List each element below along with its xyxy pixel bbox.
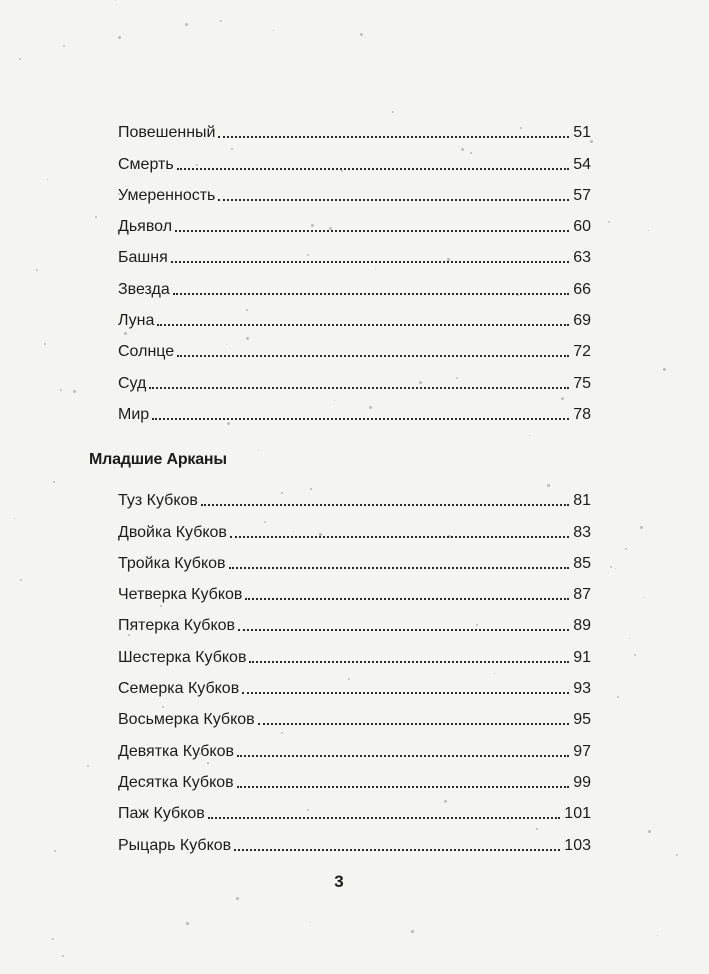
toc-entry-title: Звезда: [118, 280, 170, 298]
toc-entry-title: Двойка Кубков: [118, 523, 227, 541]
toc-entry-page: 89: [573, 617, 591, 635]
toc-entry[interactable]: [118, 760, 591, 791]
toc-entry[interactable]: [118, 392, 591, 423]
dot-leader: [177, 355, 569, 357]
toc-entry-page: 85: [573, 554, 591, 572]
paper-speck: [676, 854, 678, 856]
paper-speck: [629, 638, 630, 639]
toc-entry-page: 75: [573, 374, 591, 392]
toc-major-arcana-list: [118, 110, 591, 423]
toc-entry-page: 57: [573, 186, 591, 204]
dot-leader: [177, 168, 570, 170]
toc-entry-title: Восьмерка Кубков: [118, 711, 255, 729]
dot-leader: [208, 817, 561, 819]
paper-speck: [310, 922, 311, 923]
toc-entry[interactable]: [118, 697, 591, 728]
paper-speck: [185, 23, 188, 26]
toc-entry-page: 54: [573, 155, 591, 173]
toc-entry-title: Туз Кубков: [118, 492, 198, 510]
toc-entry-title: Суд: [118, 374, 147, 392]
toc-entry[interactable]: [118, 822, 591, 853]
toc-entry-title: Солнце: [118, 343, 175, 361]
paper-speck: [258, 450, 259, 451]
dot-leader: [152, 418, 569, 420]
paper-speck: [640, 526, 643, 529]
toc-entry-page: 95: [573, 711, 591, 729]
paper-speck: [608, 221, 610, 223]
toc-entry[interactable]: [118, 204, 591, 235]
paper-speck: [53, 481, 55, 483]
paper-speck: [52, 938, 54, 940]
paper-speck: [95, 216, 97, 218]
paper-speck: [610, 566, 612, 568]
paper-speck: [220, 20, 222, 22]
paper-speck: [644, 597, 645, 598]
toc-entry-title: Дьявол: [118, 218, 173, 236]
dot-leader: [234, 849, 560, 851]
paper-speck: [87, 765, 89, 767]
toc-entry-title: Тройка Кубков: [118, 554, 226, 572]
dot-leader: [245, 598, 569, 600]
toc-entry[interactable]: [118, 634, 591, 665]
dot-leader: [171, 261, 569, 263]
toc-entry-page: 81: [573, 492, 591, 510]
toc-entry[interactable]: [118, 110, 591, 141]
paper-speck: [62, 955, 64, 957]
toc-entry[interactable]: [118, 666, 591, 697]
toc-entry[interactable]: [118, 509, 591, 540]
toc-entry-title: Паж Кубков: [118, 805, 205, 823]
toc-entry[interactable]: [118, 329, 591, 360]
dot-leader: [237, 755, 569, 757]
toc-entry-title: Повешенный: [118, 124, 216, 142]
toc-entry-page: 72: [573, 343, 591, 361]
dot-leader: [237, 786, 570, 788]
toc-entry[interactable]: [118, 541, 591, 572]
paper-speck: [44, 343, 46, 345]
toc-entry-title: Смерть: [118, 155, 174, 173]
paper-speck: [617, 696, 619, 698]
toc-entry-page: 60: [573, 218, 591, 236]
toc-entry-page: 91: [573, 648, 591, 666]
toc-entry-page: 93: [573, 680, 591, 698]
paper-speck: [186, 922, 189, 925]
dot-leader: [218, 199, 569, 201]
paper-speck: [615, 568, 616, 569]
toc-entry-page: 101: [564, 805, 591, 823]
toc-entry[interactable]: [118, 728, 591, 759]
paper-speck: [634, 654, 636, 656]
toc-entry-page: 83: [573, 523, 591, 541]
toc-entry-title: Десятка Кубков: [118, 773, 234, 791]
toc-entry-title: Девятка Кубков: [118, 742, 234, 760]
section-heading: Младшие Арканы: [89, 451, 227, 468]
toc-entry[interactable]: [118, 478, 591, 509]
page-number: 3: [334, 872, 344, 891]
dot-leader: [242, 692, 569, 694]
dot-leader: [201, 504, 569, 506]
toc-entry[interactable]: [118, 235, 591, 266]
dot-leader: [258, 723, 570, 725]
toc-entry-page: 66: [573, 280, 591, 298]
toc-entry-page: 103: [564, 836, 591, 854]
paper-speck: [273, 30, 274, 31]
toc-entry-title: Башня: [118, 249, 168, 267]
toc-entry[interactable]: [118, 141, 591, 172]
paper-speck: [14, 518, 15, 519]
paper-speck: [63, 45, 65, 47]
paper-speck: [663, 368, 666, 371]
paper-speck: [60, 389, 62, 391]
dot-leader: [249, 661, 569, 663]
toc-entry-page: 78: [573, 405, 591, 423]
paper-speck: [625, 548, 627, 550]
paper-speck: [36, 269, 38, 271]
toc-entry-title: Семерка Кубков: [118, 680, 240, 698]
toc-entry-title: Пятерка Кубков: [118, 617, 236, 635]
toc-entry[interactable]: [118, 360, 591, 391]
dot-leader: [218, 136, 569, 138]
paper-speck: [20, 579, 22, 581]
paper-speck: [657, 935, 658, 936]
toc-minor-arcana-list: [118, 478, 591, 854]
dot-leader: [173, 293, 569, 295]
toc-entry[interactable]: [118, 572, 591, 603]
paper-speck: [236, 897, 239, 900]
dot-leader: [149, 387, 569, 389]
toc-entry-page: 63: [573, 249, 591, 267]
paper-speck: [529, 435, 530, 436]
toc-entry[interactable]: [118, 173, 591, 204]
toc-entry-title: Умеренность: [118, 186, 216, 204]
toc-entry-page: 99: [573, 773, 591, 791]
paper-speck: [73, 390, 76, 393]
toc-entry-page: 51: [573, 124, 591, 142]
toc-entry-title: Мир: [118, 405, 150, 423]
toc-entry[interactable]: [118, 603, 591, 634]
toc-entry[interactable]: [118, 266, 591, 297]
dot-leader: [229, 567, 570, 569]
paper-speck: [47, 179, 48, 180]
toc-entry-title: Четверка Кубков: [118, 586, 243, 604]
toc-entry-page: 69: [573, 312, 591, 330]
toc-entry-page: 87: [573, 586, 591, 604]
toc-entry-title: Луна: [118, 312, 155, 330]
toc-entry-title: Шестерка Кубков: [118, 648, 247, 666]
paper-speck: [648, 830, 651, 833]
toc-entry[interactable]: [118, 791, 591, 822]
paper-speck: [54, 850, 56, 852]
dot-leader: [238, 629, 569, 631]
dot-leader: [157, 324, 569, 326]
paper-speck: [19, 58, 21, 60]
toc-entry-title: Рыцарь Кубков: [118, 836, 232, 854]
paper-speck: [411, 930, 414, 933]
toc-entry-page: 97: [573, 742, 591, 760]
paper-speck: [115, 0, 116, 1]
toc-entry[interactable]: [118, 298, 591, 329]
paper-speck: [118, 36, 121, 39]
dot-leader: [230, 536, 569, 538]
paper-speck: [360, 33, 363, 36]
paper-speck: [648, 230, 649, 231]
dot-leader: [175, 230, 569, 232]
